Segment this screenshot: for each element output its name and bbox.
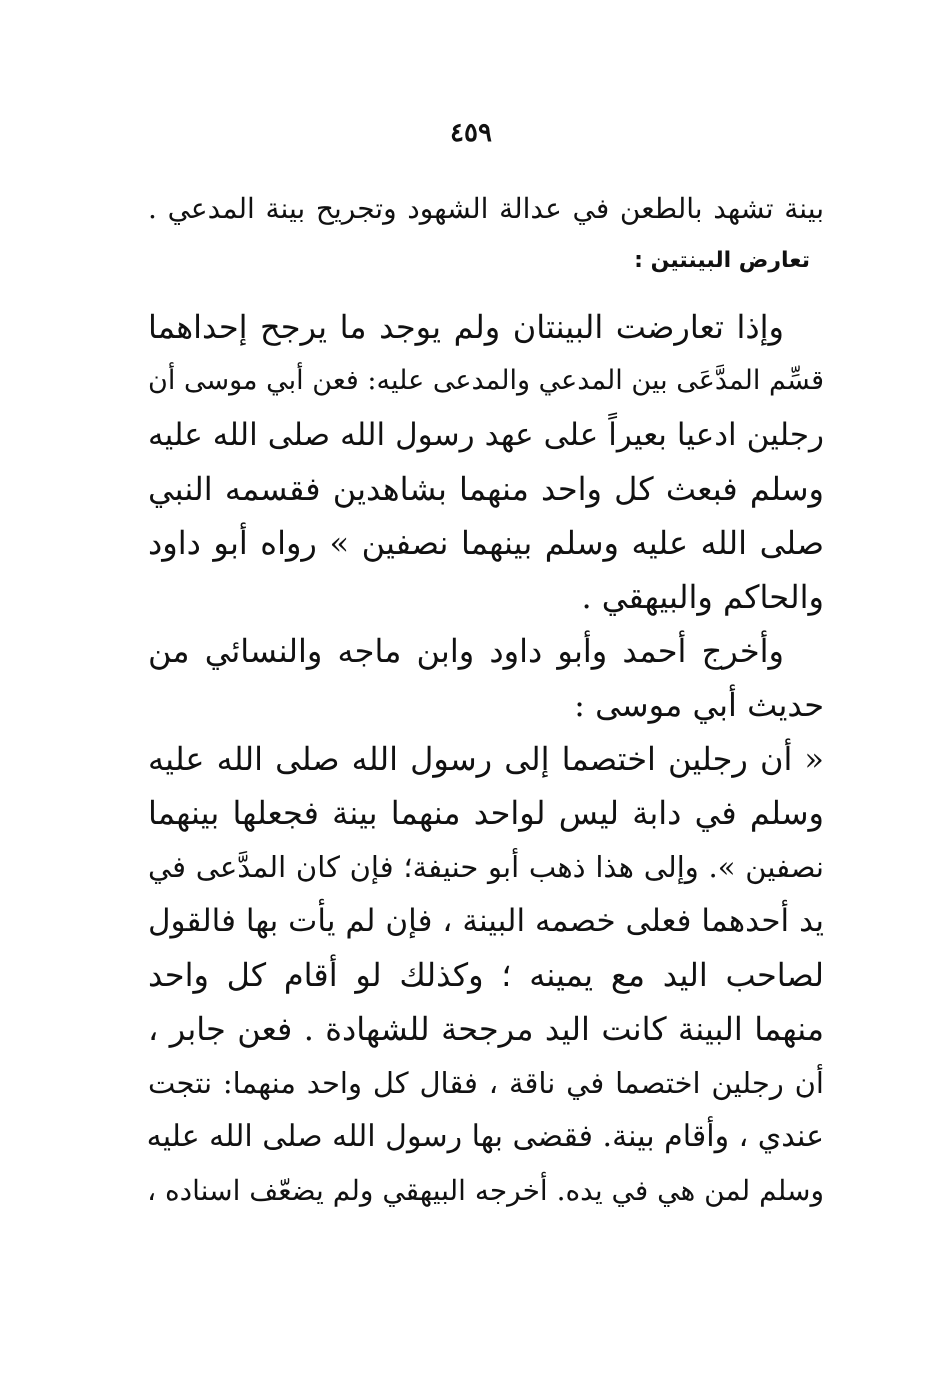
text-line: منهما البينة كانت اليد مرجحة للشهادة . فعن جابر ،: [148, 1010, 825, 1048]
text-line: يد أحدهما فعلى خصمه البينة ، فإن لم يأت بها فالقول: [148, 903, 824, 939]
text-line: وسلم فبعث كل واحد منهما بشاهدين فقسمه النبي: [148, 470, 824, 508]
text-line: وإذا تعارضت البينتان ولم يوجد ما يرجح إحداهما: [148, 308, 784, 346]
text-line: والحاكم والبيهقي .: [581, 578, 824, 616]
body-text: [148, 300, 824, 1218]
text-line: وأخرج أحمد وأبو داود وابن ماجه والنسائي من: [148, 632, 784, 670]
text-line: وسلم لمن هي في يده. أخرجه البيهقي ولم يضعّف اسناده ،: [147, 1174, 824, 1207]
text-line: لصاحب اليد مع يمينه ؛ وكذلك لو أقام كل واحد: [148, 956, 824, 994]
text-line: حديث أبي موسى :: [574, 686, 824, 724]
top-paragraph: [148, 182, 824, 236]
text-line: عندي ، وأقام بينة. فقضى بها رسول الله صلى الله عليه: [146, 1119, 824, 1154]
text-line: وسلم في دابة ليس لواحد منهما بينة فجعلها بينهما: [148, 794, 824, 832]
text-line: قسِّم المدَّعَى بين المدعي والمدعى عليه: فعن أبي موسى أن: [148, 365, 824, 396]
text-line: أن رجلين اختصما في ناقة ، فقال كل واحد منهما: نتجت: [148, 1066, 824, 1100]
page-number: ٤٥٩: [450, 118, 492, 148]
text-line: رجلين ادعيا بعيراً على عهد رسول الله صلى الله عليه: [148, 417, 824, 453]
section-heading: تعارض البينتين :: [634, 248, 810, 273]
text-line: « أن رجلين اختصما إلى رسول الله صلى الله عليه: [148, 740, 824, 778]
text-line: صلى الله عليه وسلم بينهما نصفين » رواه أبو داود: [148, 524, 825, 562]
text-line: بينة تشهد بالطعن في عدالة الشهود وتجريح بينة المدعي .: [148, 192, 824, 225]
text-line: نصفين ». وإلى هذا ذهب أبو حنيفة؛ فإن كان المدَّعى في: [148, 850, 824, 884]
